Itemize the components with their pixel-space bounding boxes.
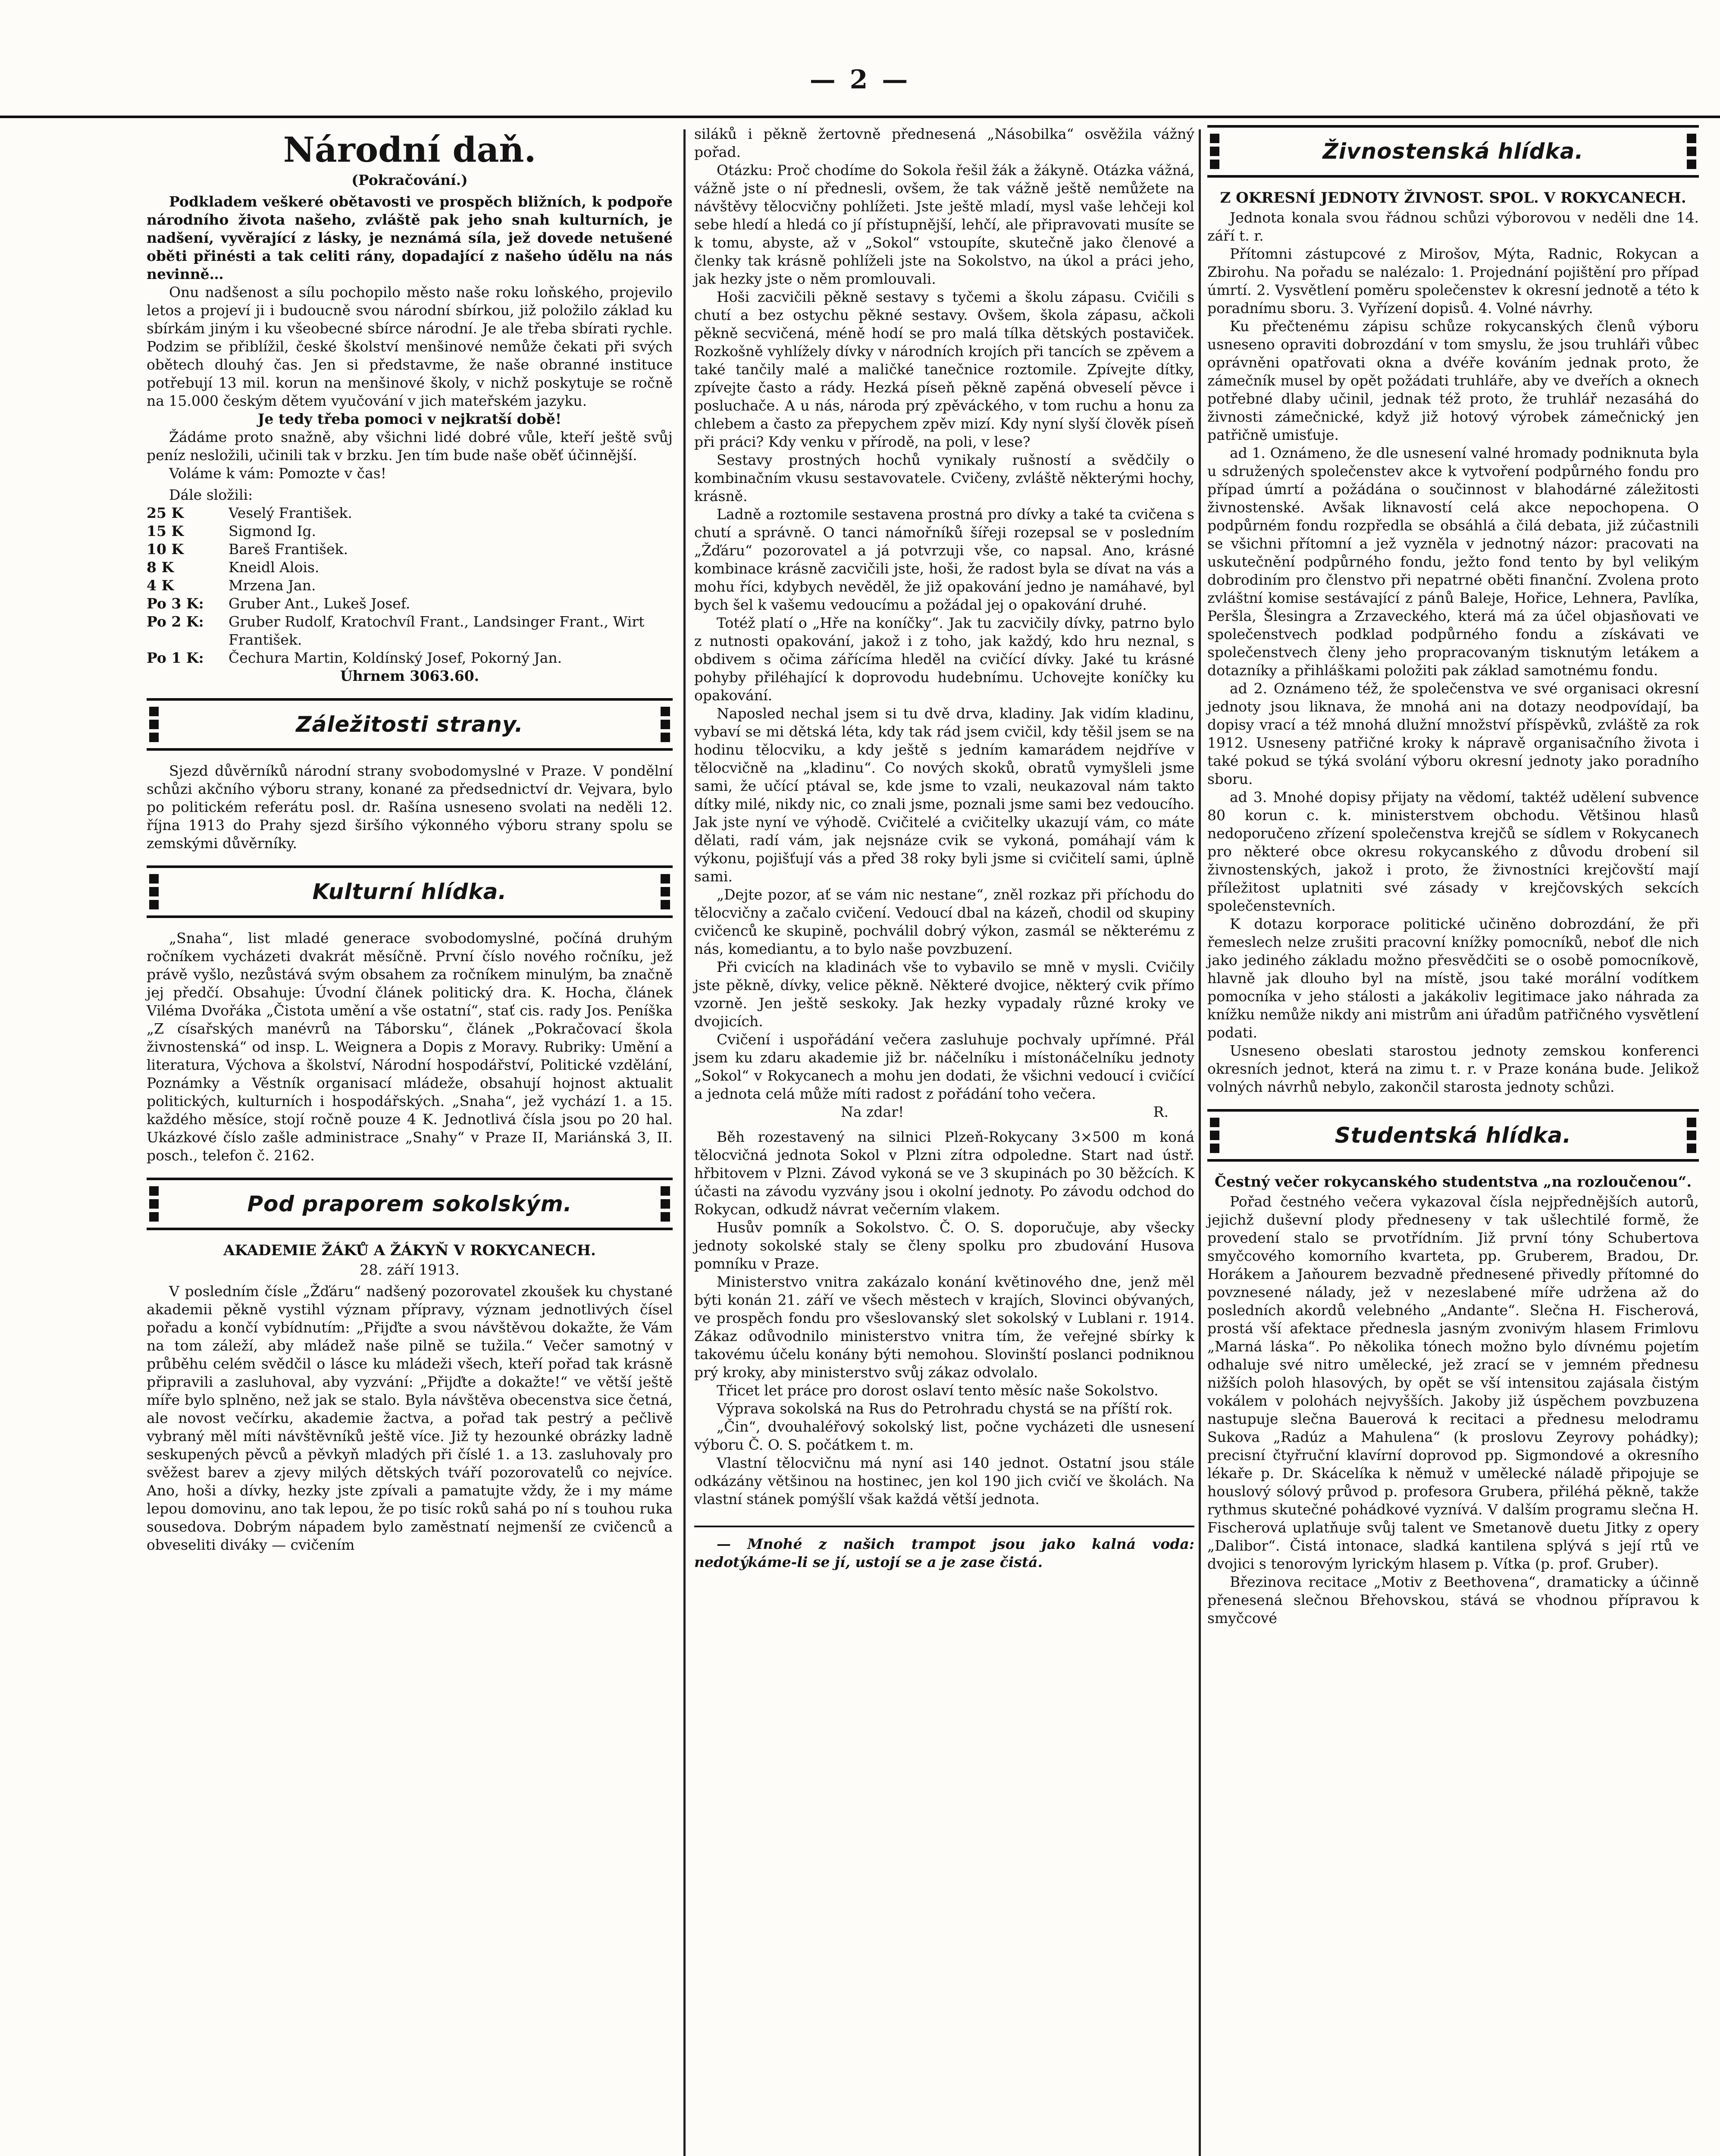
paragraph: Usneseno obeslati starostou jednoty zemskou konferenci okresních jednot, která na zimu t. r. v Praze konána bude. Jelikož volných návrhů nebylo, zakončil starosta jednoty schůzi.	[1207, 1042, 1699, 1095]
sign-initial: R.	[1153, 1103, 1169, 1120]
donor-row	[147, 540, 673, 558]
paragraph: Jednota konala svou řádnou schůzi výborovou v neděli dne 14. září t. r.	[1207, 209, 1699, 244]
news-item: Vlastní tělocvičnu má nyní asi 140 jednot. Ostatní jsou stále odkázány většinou na hostinec, jen kol 190 jich cvičí ve školách. Na vlastní stánek pomýšlí však každá větší jednota.	[694, 1454, 1194, 1507]
footer-quote: — Mnohé z našich trampot jsou jako kalná voda: nedotýkáme-li se jí, ustojí se a je zase čistá.	[694, 1536, 1194, 1570]
donor-list	[147, 504, 673, 667]
paragraph: V posledním čísle „Žďáru“ nadšený pozorovatel zkoušek ku chystané akademii pěkně vystihl význam přípravy, význam jednotlivých čísel pořadu a končí vybídnutím: „Přijďte a svou návštěvou dokažte, že Vám na tom záleží, aby mládež naše pilně se tužila.“ Večer samotný v průběhu celém svědčil o lásce ku mládeži všech, kteří pořad tak krásně připravili a zasluhoval, aby vyzvání: „Přijďte a dokažte!“ ve větší ještě míře bylo splněno, než jak se stalo. Byla návštěva obecenstva sice četná, ale novost večírku, akademie žactva, a pořad tak pestrý a pečlivě vybraný měl míti návštěvníků ještě více. Již ty hezounké obrázky ladně seskupených pěvců a pěvkyň mladých při číslé 1. a 13. zasluhovaly pro svěžest barev a zjevy milých dětských tváří pozorovatelů co nejvíce. Ano, hoši a dívky, hezky jste zpívali a pamatujte vždy, že i my máme lepou domovinu, ano tak lepou, že po tisíc roků sahá po ní s touhou ruka sousedova. Dobrým nápadem bylo zaměstnatí nejmenší ze cvičenců a obveseliti diváky — cvičením	[147, 1283, 673, 1553]
paragraph: Hoši zacvičili pěkně sestavy s tyčemi a školu zápasu. Cvičili s chutí a bez ostychu pěkné sestavy. Ovšem, škola zápasu, ačkoli pěkně secvičená, méně hodí se pro malá tílka dětských postaviček. Rozkošně vyhlížely dívky v národních krojích při tancích se zpěvem a také tančily malé a maličké tanečnice roztomile. Zpívejte dítky, zpívejte často a rády. Hezká píseň pěkně zapěná obveselí pěvce i posluchače. A u nás, národa prý zpěváckého, v tom ruchu a honu za chlebem a často za přepychem zpěv mizí. Kdy nyní slyší člověk píseň při práci? Kdy venku v přírodě, na poli, v lese?	[694, 288, 1194, 450]
paragraph: Ladně a roztomile sestavena prostná pro dívky a také ta cvičena s chutí a správně. O tanci námořníků šířeji rozepsal se v posledním „Žďáru“ pozorovatel a já potvrzuji vše, co napsal. Ano, krásné kombinace krásně zacvičili jste, hoši, že radost byla se dívat na vás a mohu říci, kdybych nevěděl, že již opakování jedno je namáhavé, byl bych šel k vašemu vedoucímu a požádal jej o opakování druhé.	[694, 506, 1194, 613]
section-header-party	[147, 698, 673, 751]
donor-names: Kneidl Alois.	[229, 559, 320, 576]
article-date: 28. září 1913.	[360, 1261, 460, 1278]
article-heading: Čestný večer rokycanského studentstva „na rozloučenou“.	[1214, 1173, 1692, 1191]
news-item: Výprava sokolská na Rus do Petrohradu chystá se na příští rok.	[717, 1400, 1173, 1417]
section-header-trade	[1207, 125, 1699, 178]
signature-line	[694, 1103, 1194, 1121]
paragraph: Sestavy prostných hochů vynikaly rušností a svědčily o kombinačním vkusu sestavovatele. Cvičeny, zvláště některými hochy, krásně.	[694, 451, 1194, 505]
news-item: Husův pomník a Sokolstvo. Č. O. S. doporučuje, aby všecky jednoty sokolské staly se členy spolku pro zbudování Husova pomníku v Praze.	[694, 1219, 1194, 1272]
news-item: Třicet let práce pro dorost oslaví tento měsíc naše Sokolstvo.	[717, 1382, 1159, 1399]
donor-amount: 8 K	[147, 559, 174, 576]
section-title: Studentská hlídka.	[1335, 1123, 1572, 1148]
section-title: Záležitosti strany.	[296, 712, 523, 737]
paragraph: Naposled nechal jsem si tu dvě drva, kladiny. Jak vidím kladinu, vybaví se mi dětská léta, kdy tak rád jsem cvičil, kdy těšil jsem se na hodinu tělocviku, a kdy ještě s jedním kamarádem nejdříve v tělocvičně na „kladinu“. Co nových skoků, obratů vymyšleli jsme sami, že učící ptával se, kde jsme to vzali, neukazoval nám takto dítky milé, nikdy nic, co znali jsme, poznali jsme sami bez vedoucího. Jak jste nyní ve výhodě. Cvičitelé a cvičitelky ukazují vám, co máte dělati, radí vám, jak nejsnáze cvik se vykoná, pomáhají vám k výkonu, pojišťují vás a před 38 roky byli jsme si cvičitelí sami, úplně sami.	[694, 705, 1194, 885]
donor-names: Bareš František.	[229, 541, 348, 558]
donor-amount: Po 1 K:	[147, 649, 204, 666]
column-3	[1207, 125, 1699, 1627]
donor-row	[147, 595, 673, 613]
paragraph: Onu nadšenost a sílu pochopilo město naše roku loňského, projevilo letos a projeví ji i budoucně svou národní sbírkou, již položilo základ ku sbírkám jiným i ku všeobecné sbírce národní. Je ale třeba sbírati rychle. Podzim se přiblížil, české školství menšinové nemůže čekati při svých obětech dlouhý čas. Jen si představme, že naše obranné instituce potřebují 13 mil. korun na menšinové školy, v nichž poskytuje se ročně na 15.000 českým dětem vyučování v jich mateřském jazyku.	[147, 284, 673, 409]
section-header-student	[1207, 1109, 1699, 1162]
section-title: Živnostenská hlídka.	[1322, 139, 1584, 164]
paragraph: Totéž platí o „Hře na koníčky“. Jak tu zacvičily dívky, patrno bylo z nutnosti opakování, jakož i z toho, jak každý, kdo hru neznal, s obdivem s očima zářícíma hleděl na cvičící dívky. Jaké tu krásné pohyby přiléhající k doprovodu hudebnímu. Uchovejte koníčky ku opakování.	[694, 614, 1194, 704]
section-header-culture	[147, 865, 673, 918]
paragraph: K dotazu korporace politické učiněno dobrozdání, že při řemeslech nelze zrušiti pracovní knížky pomocníků, neboť dle nich jako jediného základu možno přesvědčiti se o osobě pomocníkově, hlavně jak dlouho byl na místě, jsou také morální vodítkem pomocníka v jeho stálosti a jakákoliv legitimace jako náhrada za knížku nemůže nikdy ani mistrům ani úřadům patřičného vysvětlení podati.	[1207, 915, 1699, 1041]
page-number: — 2 —	[809, 65, 911, 95]
donor-row	[147, 522, 673, 540]
donation-total: Úhrnem 3063.60.	[340, 667, 479, 684]
section-header-sokol	[147, 1178, 673, 1230]
paragraph: ad 3. Mnohé dopisy přijaty na vědomí, taktéž udělení subvence 80 korun c. k. ministerstvem obchodu. Většinou hlasů nedoporučeno zřízení společenstva krejčů se sídlem v Rokycanech pro některé obce okresu rokycanského z důvodu drobení sil živnostenských, jakož i proto, že živnostníci krejčovští mají příležitost uplatniti své zásady v krejčovských sekcích společenstevních.	[1207, 789, 1699, 914]
paragraph: „Snaha“, list mladé generace svobodomyslné, počíná druhým ročníkem vycházeti dvakrát měsíčně. První číslo nového ročníku, jež právě vyšlo, nezůstává svým obsahem za ročníkem minulým, ba značně jej předčí. Obsahuje: Úvodní článek politický dra. K. Hocha, článek Viléma Dvořáka „Čistota umění a vše ostatní“, stať cis. rady Jos. Peníška „Z císařských manévrů na Táborsku“, článek „Pokračovací škola živnostenská“ od insp. L. Weignera a Dopis z Moravy. Rubriky: Umění a literatura, Výchova a školství, Národní hospodářství, Politické vzdělání, Poznámky a Věstník organisací mládeže, obsahují hojnost aktualit politických, kulturních i hospodářských. „Snaha“, jež vychází 1. a 15. každého měsíce, stojí ročně pouze 4 K. Jednotlivá čísla jsou po 20 hal. Ukázkové číslo zašle administrace „Snahy“ v Praze II, Mariánská 3, II. posch., telefon č. 2162.	[147, 930, 673, 1164]
paragraph: „Dejte pozor, ať se vám nic nestane“, zněl rozkaz při příchodu do tělocvičny a začalo cvičení. Vedoucí dbal na kázeň, chodil od skupiny cvičenců ke skupině, pochválil dobrý výkon, zasmál se některému z nás, komediantu, a to bylo naše povzbuzení.	[694, 886, 1194, 957]
article-title: Národní daň.	[283, 129, 536, 170]
paragraph: Dále složili:	[169, 486, 253, 503]
news-item: Ministerstvo vnitra zakázalo konání květinového dne, jenž měl býti konán 21. září ve všech městech v krajích, Slovinci obývaných, ve prospěch fondu pro všeslovanský slet sokolský v Lublani r. 1914. Zákaz odůvodnilo ministerstvo vnitra tím, že veřejné sbírky k takovému účelu konány býti nemohou. Slovinští poslanci podniknou prý kroky, aby ministerstvo svůj zákaz odvolalo.	[694, 1273, 1194, 1381]
section-title: Pod praporem sokolským.	[247, 1191, 572, 1216]
paragraph: Březinova recitace „Motiv z Beethovena“, dramaticky a účinně přenesená slečnou Břehovskou, stává se vhodnou přípravou k smyčcové	[1207, 1573, 1699, 1626]
donor-amount: 4 K	[147, 577, 174, 594]
donor-amount: 10 K	[147, 541, 184, 558]
column-1	[147, 125, 673, 1554]
column-rule	[683, 129, 686, 2156]
donor-names: Veselý František.	[229, 505, 352, 521]
section-title: Kulturní hlídka.	[312, 879, 507, 904]
donor-row	[147, 504, 673, 522]
donor-amount: 15 K	[147, 523, 184, 539]
article-heading: AKADEMIE ŽÁKŮ A ŽÁKYŇ V ROKYCANECH.	[223, 1242, 596, 1259]
sign-greeting: Na zdar!	[841, 1103, 904, 1120]
donor-names: Gruber Ant., Lukeš Josef.	[229, 595, 410, 612]
paragraph: Žádáme proto snažně, aby všichni lidé dobré vůle, kteří ještě svůj peníz nesložili, učinili tak v brzku. Jen tím bude naše oběť účinnější.	[147, 429, 673, 464]
donor-amount: Po 2 K:	[147, 613, 204, 630]
column-2	[694, 125, 1194, 1571]
donor-names: Mrzena Jan.	[229, 577, 316, 594]
paragraph: Otázku: Proč chodíme do Sokola řešil žák a žákyně. Otázka vážná, vážně jste o ní přednesli, ovšem, že tak vážně ještě nemůžete na návštěvy tělocvičny pohlížeti. Jste ještě mladí, mysl vaše lehčeji kol sebe hledí a hledá co jí přístupnější, lehčí, ale připravovati musíte se k tomu, abyste, až v „Sokol“ vstoupíte, skutečně jako členové a členky tak krásně pohlíželi jste na Sokolstvo, na úkol a práci jeho, jak hezky jste o něm promlouvali.	[694, 162, 1194, 287]
donor-names: Čechura Martin, Koldínský Josef, Pokorný Jan.	[229, 649, 562, 666]
paragraph: ad 1. Oznámeno, že dle usnesení valné hromady podniknuta byla u sdružených společenstev akce k vytvoření podpůrného fondu pro případ úmrtí a požádána o součinnost v blahodárné záležitosti živnostenské. Avšak liknavostí celá akce nepochopena. O podpůrném fondu rozpředla se obsáhlá a čilá debata, již zúčastnili se všichni přítomní a jež vyzněla v jednotný názor: pracovati na uskutečnění podpůrného fondu, ježto fond tento by byl velikým dobrodiním pro členstvo při nepatrné oběti finanční. Zvolena proto zvláštní komise sestávající z pánů Baleje, Hořice, Lehnera, Pavlíka, Peršla, Šlesingra a Zrzaveckého, která má za účel objasňovati ve společenstvech podklad podpůrného fondu a získávati ve společenstvech členy jeho propracovaným tisknutým letákem a dotazníky a přihláškami položiti pak základ samotnému fondu.	[1207, 445, 1699, 679]
paragraph: Je tedy třeba pomoci v nejkratší době!	[257, 411, 562, 427]
donor-row	[147, 649, 673, 667]
paragraph: siláků i pěkně žertovně přednesená „Násobilka“ osvěžila vážný pořad.	[694, 125, 1194, 160]
donor-row	[147, 577, 673, 595]
footer-note	[694, 1526, 1194, 1571]
donor-row	[147, 558, 673, 577]
donor-names: Gruber Rudolf, Kratochvíl Frant., Landsinger Frant., Wirt František.	[229, 613, 645, 648]
paragraph: Podkladem veškeré obětavosti ve prospěch bližních, k podpoře národního života našeho, zvláště pak jeho snah kulturních, je nadšení, vyvěrající z lásky, je neznámá síla, jež dovede netušené oběti přinésti a tak celiti rány, dopadající z našeho údělu na nás nevinně…	[147, 193, 673, 282]
column-rule	[1199, 129, 1201, 2156]
news-item: Běh rozestavený na silnici Plzeň-Rokycany 3×500 m koná tělocvičná jednota Sokol v Plzni zítra odpoledne. Start nad ústř. hřbitovem v Plzni. Závod vykoná se ve 3 skupinách po 30 běžcích. K účasti na závodu vyzvány jsou i okolní jednoty. Po závodu odchod do Rokycan, odkudž návrat večerním vlakem.	[694, 1128, 1194, 1218]
paragraph: Cvičení i uspořádání večera zasluhuje pochvaly upřímné. Přál jsem ku zdaru akademie již br. náčelníku i místonáčelníku jednoty „Sokol“ v Rokycanech a mohu jen dodati, že všichni vedoucí i cvičící a jednota celá může míti radost z pořádání toho večera.	[694, 1031, 1194, 1102]
donor-amount: Po 3 K:	[147, 595, 204, 612]
donor-names: Sigmond Ig.	[229, 523, 316, 539]
paragraph: Sjezd důvěrníků národní strany svobodomyslné v Praze. V pondělní schůzi akčního výboru strany, konané za předsednictví dr. Vejvara, bylo po politickém referátu posl. dr. Rašína usneseno svolati na neděli 12. října 1913 do Prahy sjezd širšího výkonného výboru strany spolu se zemskými důvěrníky.	[147, 762, 673, 852]
donor-row	[147, 613, 673, 649]
paragraph: Při cvicích na kladinách vše to vybavilo se mně v mysli. Cvičily jste pěkně, dívky, velice pěkně. Některé dvojice, některý cvik přímo vzorně. Jen ještě seskoky. Jak hezky vypadaly různé kroky ve dvojicích.	[694, 959, 1194, 1030]
news-item: „Čin“, dvouhaléřový sokolský list, počne vycházeti dle usnesení výboru Č. O. S. počátkem t. m.	[694, 1418, 1194, 1453]
paragraph: ad 2. Oznámeno též, že společenstva ve své organisaci okresní jednoty jsou liknava, že mnohá ani na dotazy neodpovídají, ba dopisy vrací a též mnohá dlužní množství příspěvků, zvláště za rok 1912. Usneseny patřičné kroky k nápravě organisačního života i také pokud se týká svolání výboru okresní jednoty jako poradního sboru.	[1207, 680, 1699, 787]
donor-amount: 25 K	[147, 505, 184, 521]
article-heading: Z OKRESNÍ JEDNOTY ŽIVNOST. SPOL. V ROKYCANECH.	[1220, 189, 1686, 207]
paragraph: Přítomni zástupcové z Mirošov, Mýta, Radnic, Rokycan a Zbirohu. Na pořadu se nalézalo: 1. Projednání pojištění pro případ úmrtí. 2. Vysvětlení poměru společenstev k okresní jednotě a této k poradnímu sboru. 3. Vyřízení dopisů. 4. Volné návrhy.	[1207, 245, 1699, 317]
paragraph: Ku přečtenému zápisu schůze rokycanských členů výboru usneseno opraviti dobrozdání v tom smyslu, že jsou truhláři vůbec oprávněni opatřovati okna a dvéře kováním jednak proto, že zámečník musel by opět požádati truhláře, aby ve dveřích a oknech potřebné dlaby učinil, jednak též proto, že truhlář nezasáhá do živnosti zámečnické, když již hotový výrobek zámečnický jen patřičně umisťuje.	[1207, 318, 1699, 443]
paragraph: Pořad čestného večera vykazoval čísla nejpřednějších autorů, jejichž duševní plody předneseny v tak ušlechtilé formě, že provedení stalo se prvotřídním. Již první tóny Schubertova smyčcového komorního kvarteta, pp. Gruberem, Bradou, Dr. Horákem a Jaňourem bezvadně přednesené přivedly přítomné do povznesené nálady, jež v nezeslabené míře udržena až do posledních akordů velebného „Andante“. Slečna H. Fischerová, prostá vší afektace přednesla jasným zvonivým hlasem Frimlovu „Marná láska“. Po několika tónech možno bylo dívnému pojetím odhaluje své nitro umělecké, jež zrací se v jemném přednesu nižších poloh hlasových, by opět se vší intensitou zajásala čistým vokálem v polohách nejvyšších. Jakoby již úspěchem povzbuzena nastupuje slečna Bauerová k recitaci a přednesu melodramu Sukova „Radúz a Mahulena“ (k proslovu Zeyrovy pohádky); precisní čtyřruční klavírní doprovod pp. Sigmondové a okresního lékaře p. Dr. Skácelíka k němuž v umělecké náladě připojuje se houslový sólový průvod p. profesora Grubera, přiléhá pěkně, takže rythmus skutečné pohádkové vyznívá. V dalším programu slečna H. Fischerová uplatňuje svůj talent ve Smetanově duetu Jitky z opery „Dalibor“. Čistá intonace, sladká kantilena splývá s její rtů ve dvojici s tenorovým lyrickým hlasem p. Vítka (p. prof. Gruber).	[1207, 1193, 1699, 1572]
paragraph: Voláme k vám: Pomozte v čas!	[169, 465, 386, 482]
article-subtitle: (Pokračování.)	[351, 172, 468, 188]
